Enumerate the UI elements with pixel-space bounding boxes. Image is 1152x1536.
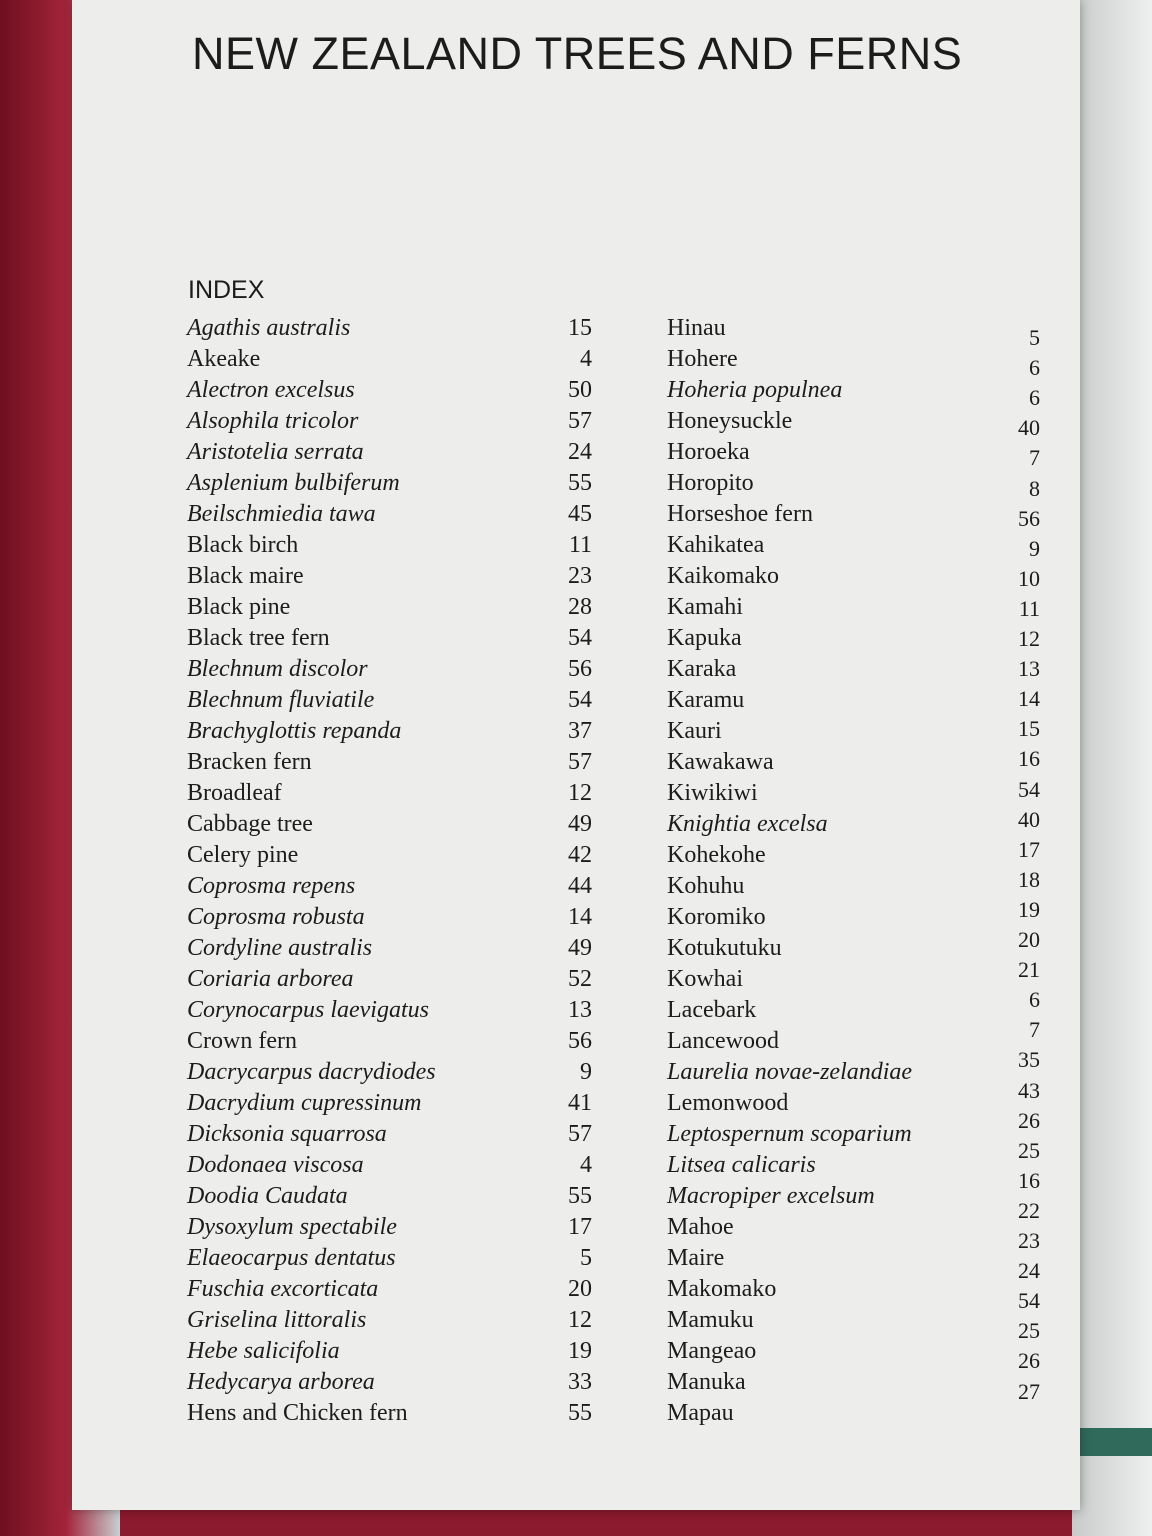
index-entry-page-number: 11 <box>568 532 592 558</box>
index-entry <box>72 623 1080 653</box>
index-entry-page-number: 15 <box>1018 716 1040 742</box>
index-entry-name: Lemonwood <box>667 1090 789 1116</box>
index-entry-page-number: 55 <box>568 1183 592 1209</box>
index-entry-name: Leptospernum scoparium <box>667 1121 912 1147</box>
index-entry-page-number: 16 <box>1018 746 1040 772</box>
index-entry-name: Fuschia excorticata <box>187 1276 379 1302</box>
index-entry <box>72 530 1080 560</box>
index-entry-page-number: 6 <box>1029 987 1040 1013</box>
index-entry-page-number: 12 <box>568 780 592 806</box>
index-entry-name: Mapau <box>667 1400 734 1426</box>
index-entry-name: Hohere <box>667 346 738 372</box>
index-entry-page-number: 27 <box>1018 1378 1040 1404</box>
index-entry <box>72 561 1080 591</box>
index-entry-name: Akeake <box>187 346 261 372</box>
index-entry-page-number: 17 <box>1018 836 1040 862</box>
index-entry-page-number: 33 <box>568 1369 592 1395</box>
index-entry-page-number: 35 <box>1018 1047 1040 1073</box>
index-entry-name: Kohekohe <box>667 842 766 868</box>
index-entry <box>72 1228 1080 1273</box>
index-entry-page-number: 20 <box>1018 927 1040 952</box>
index-entry-name: Doodia Caudata <box>187 1183 348 1209</box>
index-entry-page-number: 22 <box>1018 1197 1040 1223</box>
index-entry-name: Dysoxylum spectabile <box>187 1214 397 1240</box>
index-entry <box>72 1077 1080 1118</box>
index-entry-name: Mangeao <box>667 1338 757 1364</box>
index-entry <box>72 1107 1080 1149</box>
index-entry-name: Corynocarpus laevigatus <box>187 997 429 1023</box>
index-entry-page-number: 8 <box>1029 475 1040 501</box>
index-entry-page-number: 57 <box>568 749 592 775</box>
index-entry <box>72 344 1080 381</box>
index-entry-page-number: 16 <box>1018 1167 1040 1193</box>
index-entry-page-number: 10 <box>1018 565 1040 591</box>
index-entry-page-number: 5 <box>580 1245 592 1271</box>
index-entry <box>72 1167 1080 1211</box>
index-entry-page-number: 56 <box>568 656 592 682</box>
index-entry-name: Hoheria populnea <box>667 377 843 403</box>
index-entry-name: Maire <box>667 1245 725 1271</box>
index-entry <box>72 468 1080 501</box>
index-entry-name: Karamu <box>667 687 745 713</box>
index-entry-page-number: 18 <box>1018 866 1040 892</box>
index-entry-page-number: 56 <box>1018 505 1040 531</box>
index-entry-name: Broadleaf <box>187 780 282 806</box>
index-entry <box>72 987 1080 1025</box>
index-entry-name: Kiwikiwi <box>667 780 758 806</box>
index-entry-page-number: 4 <box>580 1152 592 1178</box>
facing-page-edge <box>1072 0 1152 1536</box>
index-entry-page-number: 12 <box>568 1307 592 1333</box>
index-entry-name: Mahoe <box>667 1214 734 1240</box>
index-entry-page-number: 44 <box>568 873 592 899</box>
index-entry <box>72 896 1080 932</box>
index-entry-name: Brachyglottis repanda <box>187 718 402 744</box>
index-entry <box>72 716 1080 746</box>
index-entry-page-number: 23 <box>568 563 592 589</box>
index-entry-page-number: 24 <box>568 439 592 465</box>
index-entry-page-number: 57 <box>568 408 592 434</box>
index-entry <box>72 375 1080 411</box>
index-entry-name: Macropiper excelsum <box>667 1183 875 1209</box>
index-entry-page-number: 21 <box>1018 957 1040 983</box>
index-entry-name: Cabbage tree <box>187 811 313 837</box>
index-entry <box>72 957 1080 994</box>
index-entry <box>72 806 1080 839</box>
index-entry-page-number: 26 <box>1018 1107 1040 1133</box>
index-entry-name: Black pine <box>187 594 291 620</box>
index-entry-page-number: 15 <box>568 315 592 341</box>
index-entry <box>72 499 1080 529</box>
index-entry-name: Kauri <box>667 718 722 744</box>
index-entry-name: Black maire <box>187 563 304 589</box>
index-entry-name: Elaeocarpus dentatus <box>187 1245 396 1271</box>
index-entry-name: Aristotelia serrata <box>187 439 364 465</box>
index-entry-page-number: 54 <box>1018 1288 1040 1314</box>
index-entry-name: Griselina littoralis <box>187 1307 367 1333</box>
index-entry-page-number: 28 <box>568 594 592 620</box>
index-entry-name: Hedycarya arborea <box>187 1369 375 1395</box>
index-entry <box>72 927 1080 963</box>
index-entry <box>72 747 1080 777</box>
index-entry-name: Hens and Chicken fern <box>187 1400 408 1426</box>
index-entry-name: Manuka <box>667 1369 746 1395</box>
page-title: NEW ZEALAND TREES AND FERNS <box>192 28 963 79</box>
index-entry-name: Crown fern <box>187 1028 297 1054</box>
index-entry-page-number: 24 <box>1018 1258 1040 1284</box>
index-entry-name: Black tree fern <box>187 625 330 651</box>
index-entry-name: Dodonaea viscosa <box>187 1152 364 1178</box>
index-entry-name: Blechnum discolor <box>187 656 368 682</box>
index-entry-page-number: 55 <box>568 470 592 496</box>
index-entry-name: Horseshoe fern <box>667 501 813 527</box>
index-entry <box>72 406 1080 441</box>
index-entry <box>72 1047 1080 1087</box>
index-entry-name: Lacebark <box>667 997 757 1023</box>
index-entry-page-number: 40 <box>1018 415 1040 441</box>
index-entry-page-number: 7 <box>1029 1017 1040 1043</box>
index-entry-name: Blechnum fluviatile <box>187 687 375 713</box>
index-entry-page-number: 6 <box>1029 385 1040 411</box>
index-entry <box>72 836 1080 870</box>
index-entry <box>72 1137 1080 1180</box>
index-entry-page-number: 45 <box>568 501 592 527</box>
index-entry-page-number: 25 <box>1018 1137 1040 1163</box>
index-entry-name: Cordyline australis <box>187 935 373 961</box>
index-entry-name: Bracken fern <box>187 749 312 775</box>
index-entry-page-number: 40 <box>1018 806 1040 832</box>
index-entry-name: Kapuka <box>667 625 742 651</box>
index-entry-name: Dacrycarpus dacrydiodes <box>187 1059 436 1085</box>
index-entry-name: Laurelia novae-zelandiae <box>667 1059 913 1085</box>
index-entry-page-number: 54 <box>568 687 592 713</box>
index-entry-page-number: 41 <box>568 1090 592 1116</box>
index-heading: INDEX <box>188 276 265 304</box>
index-entry-page-number: 4 <box>580 346 592 372</box>
index-entry-name: Kaikomako <box>667 563 779 589</box>
index-entry-page-number: 6 <box>1029 355 1040 381</box>
index-entry-name: Coprosma repens <box>187 873 356 899</box>
index-entry <box>72 654 1080 684</box>
index-entry-name: Dacrydium cupressinum <box>187 1090 422 1116</box>
index-entry-page-number: 55 <box>568 1400 592 1426</box>
index-entry-name: Hebe salicifolia <box>187 1338 340 1364</box>
index-entry-page-number: 23 <box>1018 1228 1040 1253</box>
index-entry-name: Koromiko <box>667 904 766 930</box>
index-entry-name: Alsophila tricolor <box>187 408 359 434</box>
index-entry <box>72 592 1080 622</box>
index-entry-page-number: 37 <box>568 718 592 744</box>
index-entry-name: Karaka <box>667 656 737 682</box>
index-entry-page-number: 49 <box>568 811 592 837</box>
index-entry <box>72 1197 1080 1242</box>
index-entry-page-number: 9 <box>580 1059 592 1085</box>
index-entry-page-number: 20 <box>568 1276 592 1302</box>
index-entry-name: Kohuhu <box>667 873 745 899</box>
index-entry <box>72 1017 1080 1056</box>
index-entry-page-number: 11 <box>1018 595 1040 621</box>
index-entry-page-number: 43 <box>1018 1077 1040 1103</box>
index-entry-page-number: 7 <box>1029 445 1040 471</box>
index-entry-page-number: 57 <box>568 1121 592 1147</box>
index-entry-name: Knightia excelsa <box>667 811 828 837</box>
index-entry-name: Kowhai <box>667 966 743 992</box>
index-entry-page-number: 26 <box>1018 1348 1040 1374</box>
index-entry-page-number: 9 <box>1029 535 1040 561</box>
index-entry-page-number: 54 <box>1018 776 1040 802</box>
index-entry-name: Asplenium bulbiferum <box>187 470 400 496</box>
index-entry-name: Kahikatea <box>667 532 765 558</box>
index-entry-name: Celery pine <box>187 842 299 868</box>
index-entry-name: Makomako <box>667 1276 777 1302</box>
index-entry-name: Dicksonia squarrosa <box>187 1121 387 1147</box>
index-entry-name: Agathis australis <box>187 315 351 341</box>
index-entry-page-number: 14 <box>568 904 592 930</box>
index-entry-name: Kawakawa <box>667 749 774 775</box>
index-entry-name: Beilschmiedia tawa <box>187 501 376 527</box>
index-entry <box>72 866 1080 901</box>
book-page <box>72 0 1080 1510</box>
index-entry-page-number: 49 <box>568 935 592 961</box>
index-entry <box>72 313 1080 350</box>
index-entry-name: Coprosma robusta <box>187 904 365 930</box>
index-entry-name: Hinau <box>667 315 726 341</box>
index-entry-name: Kamahi <box>667 594 743 620</box>
index-entry-name: Alectron excelsus <box>187 377 355 403</box>
index-entry-page-number: 19 <box>1018 896 1040 922</box>
index-entry-name: Horopito <box>667 470 754 496</box>
index-entry-name: Mamuku <box>667 1307 754 1333</box>
index-entry-name: Kotukutuku <box>667 935 782 961</box>
index-entry-name: Coriaria arborea <box>187 966 354 992</box>
index-entry <box>72 778 1080 808</box>
index-entry-page-number: 5 <box>1029 325 1040 350</box>
index-entry-page-number: 42 <box>568 842 592 868</box>
index-entry <box>72 437 1080 471</box>
index-entry-name: Black birch <box>187 532 299 558</box>
index-entry-page-number: 17 <box>568 1214 592 1240</box>
index-entry-page-number: 52 <box>568 966 592 992</box>
index-entry-page-number: 13 <box>568 997 592 1023</box>
index-entry-page-number: 12 <box>1018 626 1040 651</box>
index-entry-page-number: 14 <box>1018 686 1040 712</box>
index-entry <box>72 685 1080 715</box>
index-entry-name: Lancewood <box>667 1028 779 1054</box>
index-entry-name: Honeysuckle <box>667 408 793 434</box>
index-entry-page-number: 25 <box>1018 1318 1040 1344</box>
index-entry-page-number: 50 <box>568 377 592 403</box>
index-entry-name: Litsea calicaris <box>667 1152 816 1178</box>
index-entry-page-number: 13 <box>1018 656 1040 682</box>
index-entry-name: Horoeka <box>667 439 750 465</box>
index-entry-page-number: 56 <box>568 1028 592 1054</box>
index-entry-page-number: 19 <box>568 1338 592 1364</box>
index-entry-page-number: 54 <box>568 625 592 651</box>
